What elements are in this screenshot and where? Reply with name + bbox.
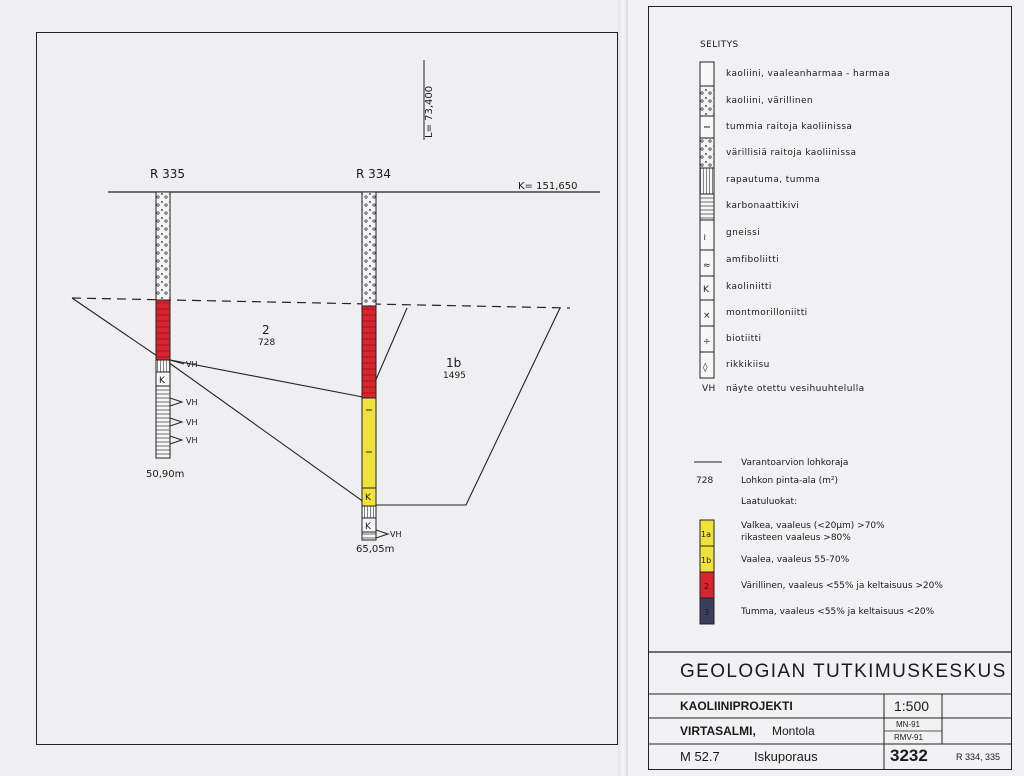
quality-title: Laatuluokat: xyxy=(741,497,798,507)
class-1b-code: 1b xyxy=(701,556,712,565)
class-1a-text-2: rikasteen vaaleus >80% xyxy=(741,533,851,543)
r335-depth: 50,90m xyxy=(146,469,185,480)
area-key-value: 728 xyxy=(696,476,714,486)
r334-class-2-section xyxy=(362,306,376,398)
r334-bedrock xyxy=(362,532,376,540)
r334-depth: 65,05m xyxy=(356,544,395,555)
legend-vh-marker: VH xyxy=(702,384,716,394)
area-key-text: Lohkon pinta-ala (m²) xyxy=(741,476,839,486)
legend-item-2: kaoliini, värillinen xyxy=(726,96,813,106)
gneiss-symbol: ≀ xyxy=(703,233,707,243)
r334-vh-label: VH xyxy=(390,530,402,539)
legend-item-5: rapautuma, tumma xyxy=(726,175,821,185)
legend-item-3: tummia raitoja kaoliinissa xyxy=(726,122,853,132)
k-label: K= 151,650 xyxy=(518,181,578,192)
legend-item-1: kaoliini, vaaleanharmaa - harmaa xyxy=(726,69,891,79)
r334-class-1b-section xyxy=(362,398,376,488)
r334-vh-arrow xyxy=(376,530,388,538)
scale: 1:500 xyxy=(894,698,930,714)
legend-swatch-kaolin-colored xyxy=(700,86,714,116)
r335-vh-label-3: VH xyxy=(186,418,198,427)
block-1b-id: 1b xyxy=(446,356,462,370)
legend-swatch-kaolin-light xyxy=(700,62,714,86)
class-1b-text: Vaalea, vaaleus 55-70% xyxy=(741,555,850,565)
r335-k-marker: K xyxy=(159,376,165,386)
r335-bedrock xyxy=(156,386,170,458)
legend-item-8: amfiboliitti xyxy=(726,255,780,265)
block-top-dashed-line xyxy=(72,298,570,308)
map-sheet: M 52.7 xyxy=(680,749,720,764)
method: Iskuporaus xyxy=(754,749,818,764)
legend-item-12: rikkikiisu xyxy=(726,360,770,370)
r335-class-2-section xyxy=(156,300,170,360)
biotite-symbol: ÷ xyxy=(703,337,711,347)
r334-k-marker-2: K xyxy=(365,522,371,532)
block-2-boundary xyxy=(72,298,368,398)
legend-item-10: montmorilloniitti xyxy=(726,308,808,318)
code-1: MN-91 xyxy=(896,720,921,729)
r335-kaolin-light xyxy=(156,192,170,300)
r335-vh-arrow-2 xyxy=(170,398,182,406)
location-rest: Montola xyxy=(772,724,815,738)
borehole-r334 xyxy=(362,192,388,540)
montmorillonite-symbol: × xyxy=(703,311,711,321)
kaolinite-symbol: K xyxy=(703,285,709,295)
block-boundary-key-text: Varantoarvion lohkoraja xyxy=(741,458,849,468)
class-3-code: 3 xyxy=(704,608,710,617)
class-3-text: Tumma, vaaleus <55% ja keltaisuus <20% xyxy=(741,607,935,617)
drawing-number: 3232 xyxy=(890,746,928,765)
legend-swatch-colored-stripes xyxy=(700,138,714,168)
block-1b-area: 1495 xyxy=(443,371,466,381)
r334-k-marker-1: K xyxy=(365,493,371,503)
r334-label: R 334 xyxy=(356,167,392,181)
legend-item-6: karbonaattikivi xyxy=(726,201,800,211)
class-2-text: Värillinen, vaaleus <55% ja keltaisuus >20% xyxy=(741,581,943,591)
code-2: RMV-91 xyxy=(894,733,923,742)
legend-item-4: värillisiä raitoja kaoliinissa xyxy=(726,148,857,158)
references: R 334, 335 xyxy=(956,752,1001,762)
legend-swatch-weathered xyxy=(700,168,714,194)
legend-swatch-carbonate xyxy=(700,194,714,220)
r335-vh-arrow-3 xyxy=(170,418,182,426)
legend-item-9: kaoliniitti xyxy=(726,282,772,292)
legend-item-11: biotiitti xyxy=(726,334,762,344)
block-2-area: 728 xyxy=(258,338,276,348)
r335-vh-label-2: VH xyxy=(186,398,198,407)
block-2-id: 2 xyxy=(262,323,270,337)
r335-vh-label-4: VH xyxy=(186,436,198,445)
pyrite-symbol: ◊ xyxy=(703,363,708,373)
r335-label: R 335 xyxy=(150,167,186,181)
legend-title: SELITYS xyxy=(700,40,739,50)
organization-name: GEOLOGIAN TUTKIMUSKESKUS xyxy=(680,661,1007,682)
legend-item-7: gneissi xyxy=(726,228,761,238)
class-1a-text-1: Valkea, vaaleus (<20µm) >70% xyxy=(741,521,885,531)
borehole-r335 xyxy=(156,192,184,458)
class-2-code: 2 xyxy=(704,582,710,591)
r335-vh-label-1: VH xyxy=(186,360,198,369)
location-bold: VIRTASALMI, xyxy=(680,724,756,738)
r335-vh-arrow-4 xyxy=(170,436,182,444)
class-1a-code: 1a xyxy=(701,530,711,539)
r334-weathered xyxy=(362,506,376,518)
r335-weathered xyxy=(156,360,170,372)
length-label: L= 73,400 xyxy=(424,85,435,138)
r334-kaolin-light xyxy=(362,192,376,306)
amphibolite-symbol: ≈ xyxy=(703,261,711,271)
legend-vh-text: näyte otettu vesihuuhtelulla xyxy=(726,384,865,394)
project-name: KAOLIINIPROJEKTI xyxy=(680,699,793,713)
